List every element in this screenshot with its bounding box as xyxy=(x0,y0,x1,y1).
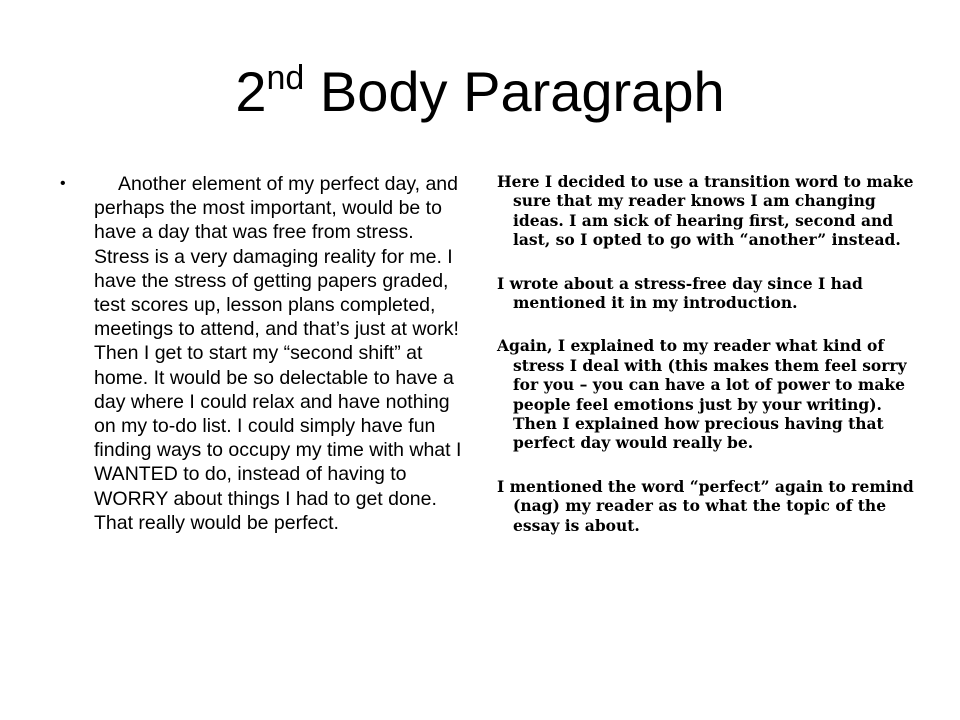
commentary-note: I wrote about a stress-free day since I had mentioned it in my introduction. xyxy=(497,273,863,313)
commentary-note: Here I decided to use a transition word to make sure that my reader knows I am changing ideas. I am sick of hearing first, second and last, so I opted to go with “another” instead. xyxy=(497,172,914,250)
commentary-note: I mentioned the word “perfect” again to remind (nag) my reader as to what the topic of the essay is about. xyxy=(497,476,914,535)
bullet-icon: • xyxy=(60,175,66,192)
title-text: Body Paragraph xyxy=(304,60,725,123)
commentary-column xyxy=(497,172,917,559)
body-paragraph-column xyxy=(60,172,470,535)
body-paragraph: Another element of my perfect day, and perhaps the most important, would be to have a day that was free from stress. Stress is a very damaging reality for me. I have the stress of getting papers graded, test scores up, lesson plans completed, meetings to attend, and that’s just at work! Then I get to start my “second shift” at home. It would be so delectable to have a day where I could relax and have nothing on my to-do list. I could simply have fun finding ways to occupy my time with what I WANTED to do, instead of having to WORRY about things I had to get done. That really would be perfect. xyxy=(94,173,462,534)
title-number: 2 xyxy=(235,60,267,123)
commentary-note: Again, I explained to my reader what kind of stress I deal with (this makes them feel sorry for you – you can have a lot of power to make people feel emotions just by your writing). Then I explained how precious having that perfect day would really be. xyxy=(497,336,907,453)
title-ordinal-suffix: nd xyxy=(266,59,305,97)
slide-title xyxy=(0,52,960,132)
